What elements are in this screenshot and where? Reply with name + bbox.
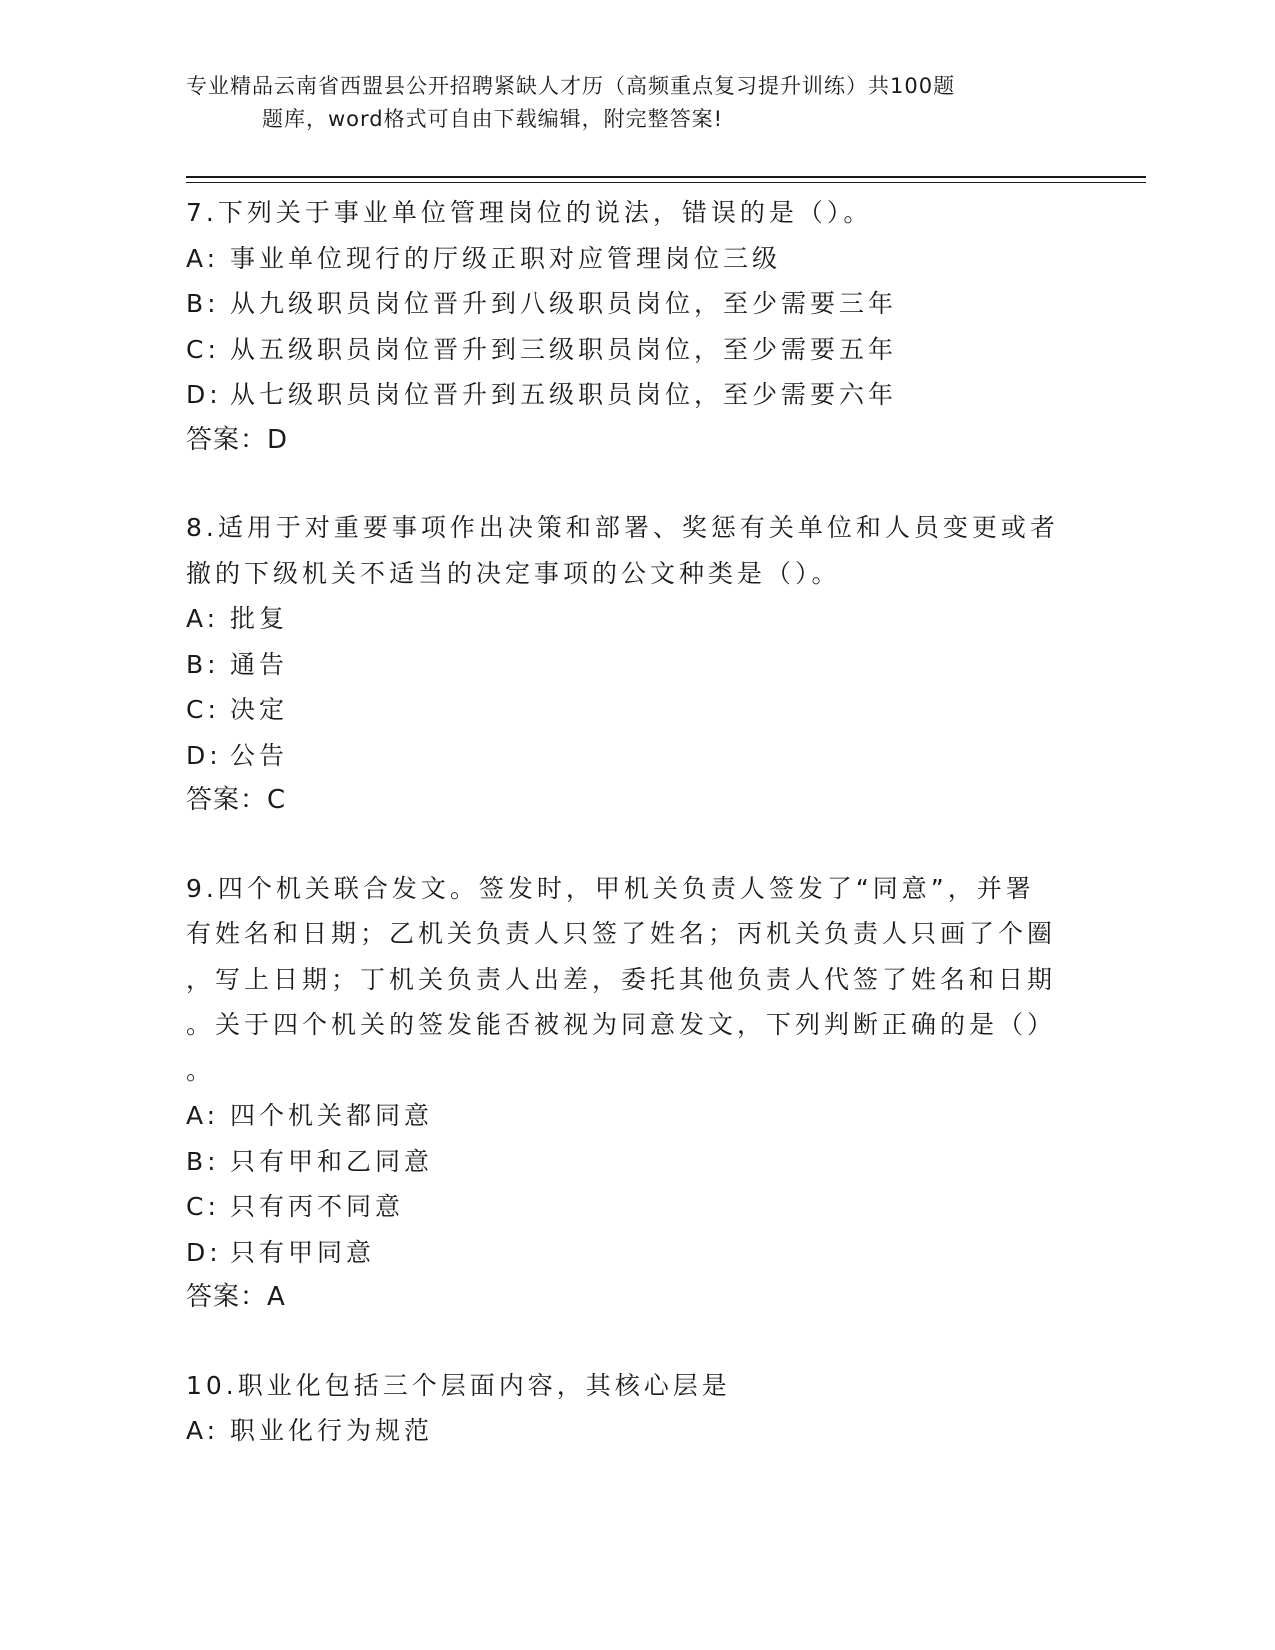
question-list: [186, 190, 1066, 1496]
option-text: 只有甲同意: [230, 1237, 376, 1267]
option-text: 从七级职员岗位晋升到五级职员岗位，至少需要六年: [230, 380, 898, 409]
header-divider-thin: [186, 182, 1146, 183]
option-text: 从九级职员岗位晋升到八级职员岗位，至少需要三年: [230, 289, 898, 318]
answer-option: [186, 733, 1066, 779]
option-label: B:: [186, 649, 220, 679]
option-label: D:: [186, 740, 222, 770]
header-title-line2: 题库，word格式可自由下载编辑，附完整答案!: [262, 107, 724, 131]
option-label: C:: [186, 695, 220, 724]
option-label: A:: [186, 243, 220, 273]
option-label: A:: [186, 604, 220, 633]
question-text-line: 。关于四个机关的签发能否被视为同意发文，下列判断正确的是（）: [186, 1010, 1057, 1039]
answer-option: [186, 1184, 1066, 1230]
option-text: 事业单位现行的厅级正职对应管理岗位三级: [230, 243, 782, 273]
option-label: C:: [186, 334, 220, 364]
answer-key: 答案：A: [186, 1282, 286, 1312]
option-label: B:: [186, 289, 220, 318]
question-text-line: 7.下列关于事业单位管理岗位的说法，错误的是（）。: [186, 198, 873, 227]
option-label: D:: [186, 1237, 222, 1267]
option-text: 职业化行为规范: [230, 1416, 434, 1445]
answer-option: [186, 327, 1066, 373]
option-text: 四个机关都同意: [230, 1101, 434, 1130]
question-text-line: 。: [186, 1055, 216, 1085]
question-text-line: ，写上日期；丁机关负责人出差，委托其他负责人代签了姓名和日期: [186, 964, 1057, 994]
option-label: A:: [186, 1416, 220, 1445]
option-text: 从五级职员岗位晋升到三级职员岗位，至少需要五年: [230, 334, 898, 364]
answer-option: [186, 1093, 1066, 1139]
question-text-line: 8.适用于对重要事项作出决策和部署、奖惩有关单位和人员变更或者: [186, 513, 1059, 542]
answer-option: [186, 236, 1066, 282]
question-block: [186, 866, 1066, 1321]
answer-option: [186, 1139, 1066, 1185]
question-text-line: 10.职业化包括三个层面内容，其核心层是: [186, 1370, 731, 1400]
option-text: 公告: [230, 740, 289, 770]
question-text-line: 有姓名和日期；乙机关负责人只签了姓名；丙机关负责人只画了个圈: [186, 919, 1057, 948]
question-block: [186, 505, 1066, 824]
option-label: C:: [186, 1192, 220, 1221]
question-block: [186, 1363, 1066, 1454]
option-text: 批复: [230, 604, 289, 633]
option-label: D:: [186, 380, 222, 409]
option-text: 决定: [230, 695, 289, 724]
answer-option: [186, 372, 1066, 418]
answer-option: [186, 1408, 1066, 1454]
document-header: [186, 70, 1066, 136]
option-label: B:: [186, 1146, 220, 1176]
header-divider-thick: [186, 176, 1146, 178]
option-text: 通告: [230, 649, 289, 679]
question-text-line: 9.四个机关联合发文。签发时，甲机关负责人签发了“同意”，并署: [186, 873, 1035, 903]
answer-key: 答案：C: [186, 785, 287, 815]
header-title-line1: 专业精品云南省西盟县公开招聘紧缺人才历（高频重点复习提升训练）共100题: [186, 74, 956, 98]
option-text: 只有甲和乙同意: [230, 1146, 434, 1176]
answer-key: 答案：D: [186, 424, 289, 455]
answer-option: [186, 281, 1066, 327]
question-block: [186, 190, 1066, 463]
answer-option: [186, 642, 1066, 688]
answer-option: [186, 1230, 1066, 1276]
option-label: A:: [186, 1101, 220, 1130]
answer-option: [186, 596, 1066, 642]
answer-option: [186, 687, 1066, 733]
option-text: 只有丙不同意: [230, 1192, 405, 1221]
question-text-line: 撤的下级机关不适当的决定事项的公文种类是（）。: [186, 558, 841, 588]
